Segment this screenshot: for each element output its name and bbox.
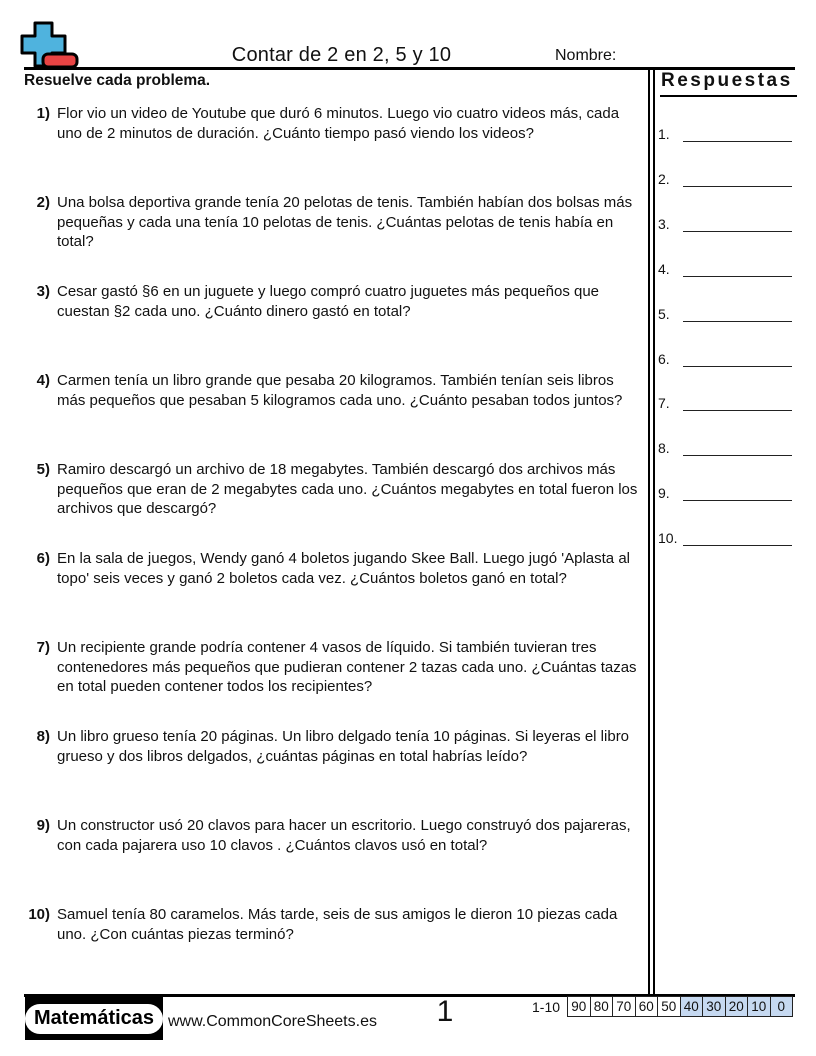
- problem-number: 5): [36, 461, 50, 478]
- answer-line: [683, 530, 792, 546]
- problem-7: [24, 638, 645, 697]
- score-cell: 70: [612, 997, 635, 1016]
- problem-1: [24, 104, 645, 143]
- problem-number: 1): [36, 105, 50, 122]
- score-cells: [567, 996, 793, 1017]
- problem-6: [24, 549, 645, 588]
- score-cell: 30: [702, 997, 725, 1016]
- problem-5: [24, 460, 645, 519]
- brand-label: Matemáticas: [25, 1004, 163, 1034]
- problem-10: [24, 905, 645, 944]
- answer-blank-7: [658, 394, 792, 411]
- answer-number: 4.: [658, 261, 670, 277]
- site-url: www.CommonCoreSheets.es: [168, 1013, 377, 1030]
- answer-line: [683, 306, 792, 322]
- problem-number: 2): [36, 194, 50, 211]
- problem-text: Samuel tenía 80 caramelos. Más tarde, seis de sus amigos le dieron 10 piezas cada uno. ¿Con cuántas piezas terminó?: [57, 906, 618, 943]
- problem-4: [24, 371, 645, 410]
- problem-text: Ramiro descargó un archivo de 18 megabytes. También descargó dos archivos más pequeños que eran de 2 megabytes cada uno. ¿Cuántos megabytes en total fueron los archivos que descargó?: [57, 461, 638, 517]
- problem-text: Flor vio un video de Youtube que duró 6 minutos. Luego vio cuatro videos más, cada uno de 2 minutos de duración. ¿Cuánto tiempo pasó viendo los videos?: [57, 105, 620, 142]
- score-range-label: 1-10: [532, 998, 561, 1015]
- problem-number: 3): [36, 283, 50, 300]
- answer-blank-6: [658, 350, 792, 367]
- answers-title: Respuestas: [660, 70, 797, 97]
- score-cell: 80: [590, 997, 613, 1016]
- brand-badge: [25, 997, 163, 1040]
- answer-line: [683, 440, 792, 456]
- answer-line: [683, 126, 792, 142]
- problem-3: [24, 282, 645, 321]
- problem-8: [24, 727, 645, 766]
- answer-line: [683, 395, 792, 411]
- score-cell: 50: [657, 997, 680, 1016]
- answer-number: 9.: [658, 485, 670, 501]
- answer-blank-10: [658, 529, 792, 546]
- score-bar: [532, 996, 793, 1017]
- answer-line: [683, 351, 792, 367]
- score-cell: 90: [568, 997, 590, 1016]
- answer-line: [683, 171, 792, 187]
- answer-number: 3.: [658, 216, 670, 232]
- problem-number: 7): [36, 639, 50, 656]
- column-divider: [648, 68, 655, 994]
- answer-number: 1.: [658, 126, 670, 142]
- name-label: Nombre:: [555, 47, 617, 64]
- answer-number: 2.: [658, 171, 670, 187]
- problem-text: Un recipiente grande podría contener 4 vasos de líquido. Si también tuvieran tres contenedores más pequeños que pudieran contener 2 tazas cada uno. ¿Cuántas tazas en total pueden contener todos los recipientes?: [57, 639, 637, 695]
- score-cell: 40: [680, 997, 703, 1016]
- problem-number: 9): [36, 817, 50, 834]
- score-cell: 20: [725, 997, 748, 1016]
- problem-text: Un libro grueso tenía 20 páginas. Un libro delgado tenía 10 páginas. Si leyeras el libro grueso y dos libros delgados, ¿cuántas páginas en total habrías leído?: [57, 728, 630, 765]
- problem-text: En la sala de juegos, Wendy ganó 4 boletos jugando Skee Ball. Luego jugó 'Aplasta al topo' seis veces y ganó 2 boletos cada vez. ¿Cuántos boletos ganó en total?: [57, 550, 630, 587]
- score-cell: 0: [770, 997, 793, 1016]
- answer-blank-5: [658, 305, 792, 322]
- answer-blank-9: [658, 484, 792, 501]
- answer-blank-2: [658, 170, 792, 187]
- problem-number: 6): [36, 550, 50, 567]
- answer-line: [683, 485, 792, 501]
- problem-2: [24, 193, 645, 252]
- instruction-text: Resuelve cada problema.: [24, 72, 211, 89]
- answer-number: 6.: [658, 351, 670, 367]
- answer-line: [683, 261, 792, 277]
- answer-blank-4: [658, 260, 792, 277]
- problem-text: Un constructor usó 20 clavos para hacer un escritorio. Luego construyó dos pajareras, con cada pajarera uso 10 clavos . ¿Cuántos clavos usó en total?: [57, 817, 631, 854]
- page-title: Contar de 2 en 2, 5 y 10: [231, 44, 452, 66]
- answer-number: 5.: [658, 306, 670, 322]
- answer-blank-8: [658, 439, 792, 456]
- answer-line: [683, 216, 792, 232]
- problem-number: 8): [36, 728, 50, 745]
- answer-number: 8.: [658, 440, 670, 456]
- problem-text: Carmen tenía un libro grande que pesaba 20 kilogramos. También tenían seis libros más pequeños que pesaban 5 kilogramos cada uno. ¿Cuánto pesaban todos juntos?: [57, 372, 623, 409]
- answer-number: 10.: [658, 530, 678, 546]
- score-cell: 60: [635, 997, 658, 1016]
- score-cell: 10: [747, 997, 770, 1016]
- problem-number: 4): [36, 372, 50, 389]
- problem-number: 10): [28, 906, 50, 923]
- problem-9: [24, 816, 645, 855]
- problem-text: Cesar gastó §6 en un juguete y luego compró cuatro juguetes más pequeños que cuestan §2 cada uno. ¿Cuánto dinero gastó en total?: [57, 283, 600, 320]
- answer-number: 7.: [658, 395, 670, 411]
- answer-blank-3: [658, 215, 792, 232]
- answer-blank-1: [658, 125, 792, 142]
- page-number: 1: [436, 995, 454, 1028]
- problem-text: Una bolsa deportiva grande tenía 20 pelotas de tenis. También habían dos bolsas más pequeñas y cada una tenía 10 pelotas de tenis. ¿Cuántas pelotas de tenis había en total?: [57, 194, 633, 250]
